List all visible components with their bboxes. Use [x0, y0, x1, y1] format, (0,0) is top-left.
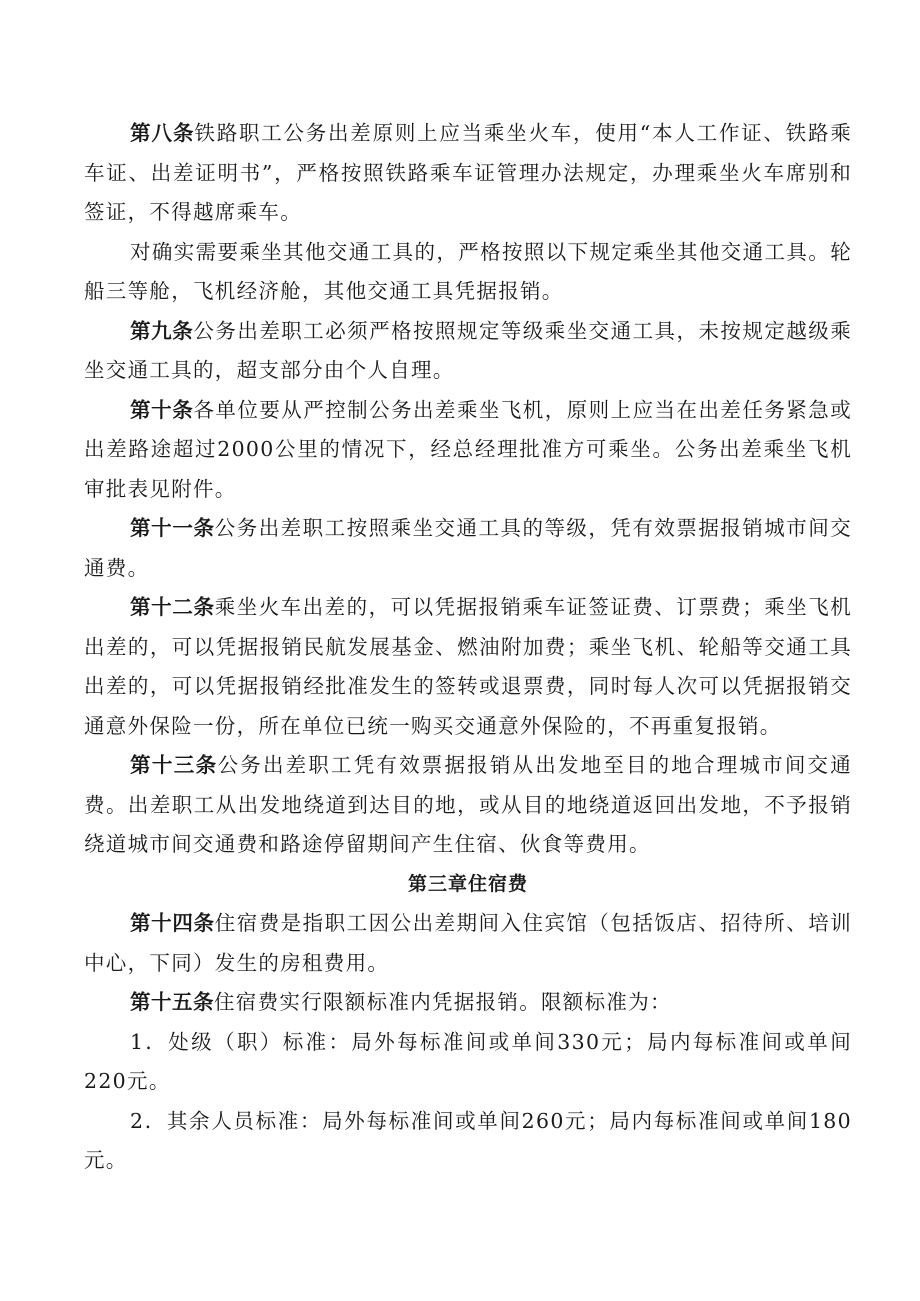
article-body: 公务出差职工必须严格按照规定等级乘坐交通工具，未按规定越级乘坐交通工具的，超支部分由个人自理。: [84, 318, 852, 382]
article-body: 铁路职工公务出差原则上应当乘坐火车，使用“本人工作证、铁路乘车证、出差证明书”，严格按照铁路乘车证管理办法规定，办理乘坐火车席别和签证，不得越席乘车。: [84, 121, 853, 224]
article-heading: 第十三条: [130, 753, 218, 777]
article-body: 乘坐火车出差的，可以凭据报销乘车证签证费、订票费；乘坐飞机出差的，可以凭据报销民航发展基金、燃油附加费；乘坐飞机、轮船等交通工具出差的，可以凭据报销经批准发生的签转或退票费，同时每人次可以凭据报销交通意外保险一份，所在单位已统一购买交通意外保险的，不再重复报销。: [84, 595, 853, 738]
article-body: 住宿费是指职工因公出差期间入住宾馆（包括饭店、招待所、培训中心，下同）发生的房租费用。: [84, 911, 853, 975]
article-13: [84, 746, 852, 865]
list-item-number: 1: [130, 1029, 145, 1054]
article-heading: 第十一条: [130, 516, 215, 540]
article-heading: 第十条: [130, 397, 194, 422]
article-10: [84, 391, 852, 510]
article-body: 各单位要从严控制公务出差乘坐飞机，原则上应当在出差任务紧急或出差路途超过2000公里的情况下，经总经理批准方可乘坐。公务出差乘坐飞机审批表见附件。: [84, 397, 852, 501]
article-heading: 第十五条: [130, 990, 214, 1014]
article-heading: 第九条: [130, 318, 194, 343]
list-item: [84, 1023, 852, 1102]
list-item: [84, 1102, 852, 1181]
article-body: 公务出差职工按照乘坐交通工具的等级，凭有效票据报销城市间交通费。: [84, 516, 853, 580]
article-9: [84, 312, 852, 391]
article-8-paragraph-2: [84, 233, 852, 312]
article-14: [84, 904, 852, 983]
article-heading: 第十二条: [130, 595, 215, 619]
document-page: [84, 114, 852, 1181]
article-15: [84, 983, 852, 1023]
list-item-text: ．处级（职）标准：局外每标准间或单间330元；局内每标准间或单间220元。: [84, 1029, 852, 1093]
chapter-title: 第三章住宿费: [407, 872, 528, 895]
article-12: [84, 588, 852, 746]
list-item-text: ．其余人员标准：局外每标准间或单间260元；局内每标准间或单间180元。: [84, 1108, 852, 1172]
article-heading: 第八条: [130, 121, 195, 145]
article-body: 公务出差职工凭有效票据报销从出发地至目的地合理城市间交通费。出差职工从出发地绕道到达目的地，或从目的地绕道返回出发地，不予报销绕道城市间交通费和路途停留期间产生住宿、伙食等费用。: [84, 753, 852, 856]
article-body: 对确实需要乘坐其他交通工具的，严格按照以下规定乘坐其他交通工具。轮船三等舱，飞机经济舱，其他交通工具凭据报销。: [84, 239, 852, 303]
article-heading: 第十四条: [130, 911, 215, 935]
article-8: [84, 114, 852, 233]
article-11: [84, 509, 852, 588]
list-item-number: 2: [130, 1108, 145, 1133]
article-body: 住宿费实行限额标准内凭据报销。限额标准为：: [214, 990, 672, 1014]
